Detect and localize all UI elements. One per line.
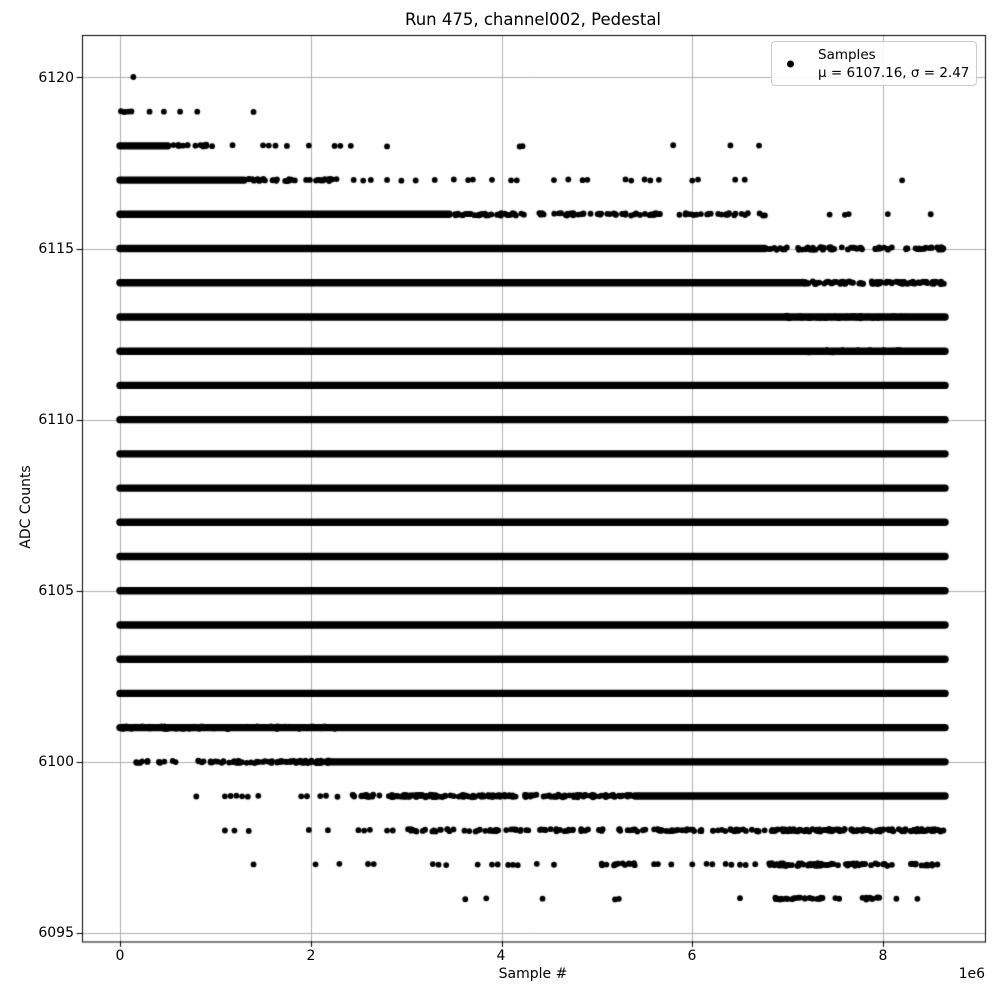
y-tick-label-6095: 6095 <box>38 925 74 941</box>
x-tick-label-4: 4 <box>496 948 506 964</box>
legend-label-stats: μ = 6107.16, σ = 2.47 <box>818 65 970 81</box>
y-tick-label-6115: 6115 <box>38 241 74 257</box>
x-tick-label-6: 6 <box>687 948 697 964</box>
legend-sample-marker-icon <box>787 60 794 67</box>
y-axis-label: ADC Counts <box>18 465 34 549</box>
y-tick-label-6110: 6110 <box>38 412 74 428</box>
x-tick-label-8: 8 <box>878 948 888 964</box>
x-axis-label: Sample # <box>498 966 568 982</box>
x-tick-label-2: 2 <box>306 948 316 964</box>
chart-title: Run 475, channel002, Pedestal <box>404 10 662 29</box>
x-axis-offset-text: 1e6 <box>958 966 985 982</box>
y-tick-label-6120: 6120 <box>38 70 74 86</box>
y-tick-label-6100: 6100 <box>38 754 74 770</box>
legend <box>771 41 977 86</box>
legend-label-samples: Samples <box>818 47 876 63</box>
x-tick-label-0: 0 <box>115 948 125 964</box>
y-tick-label-6105: 6105 <box>38 583 74 599</box>
